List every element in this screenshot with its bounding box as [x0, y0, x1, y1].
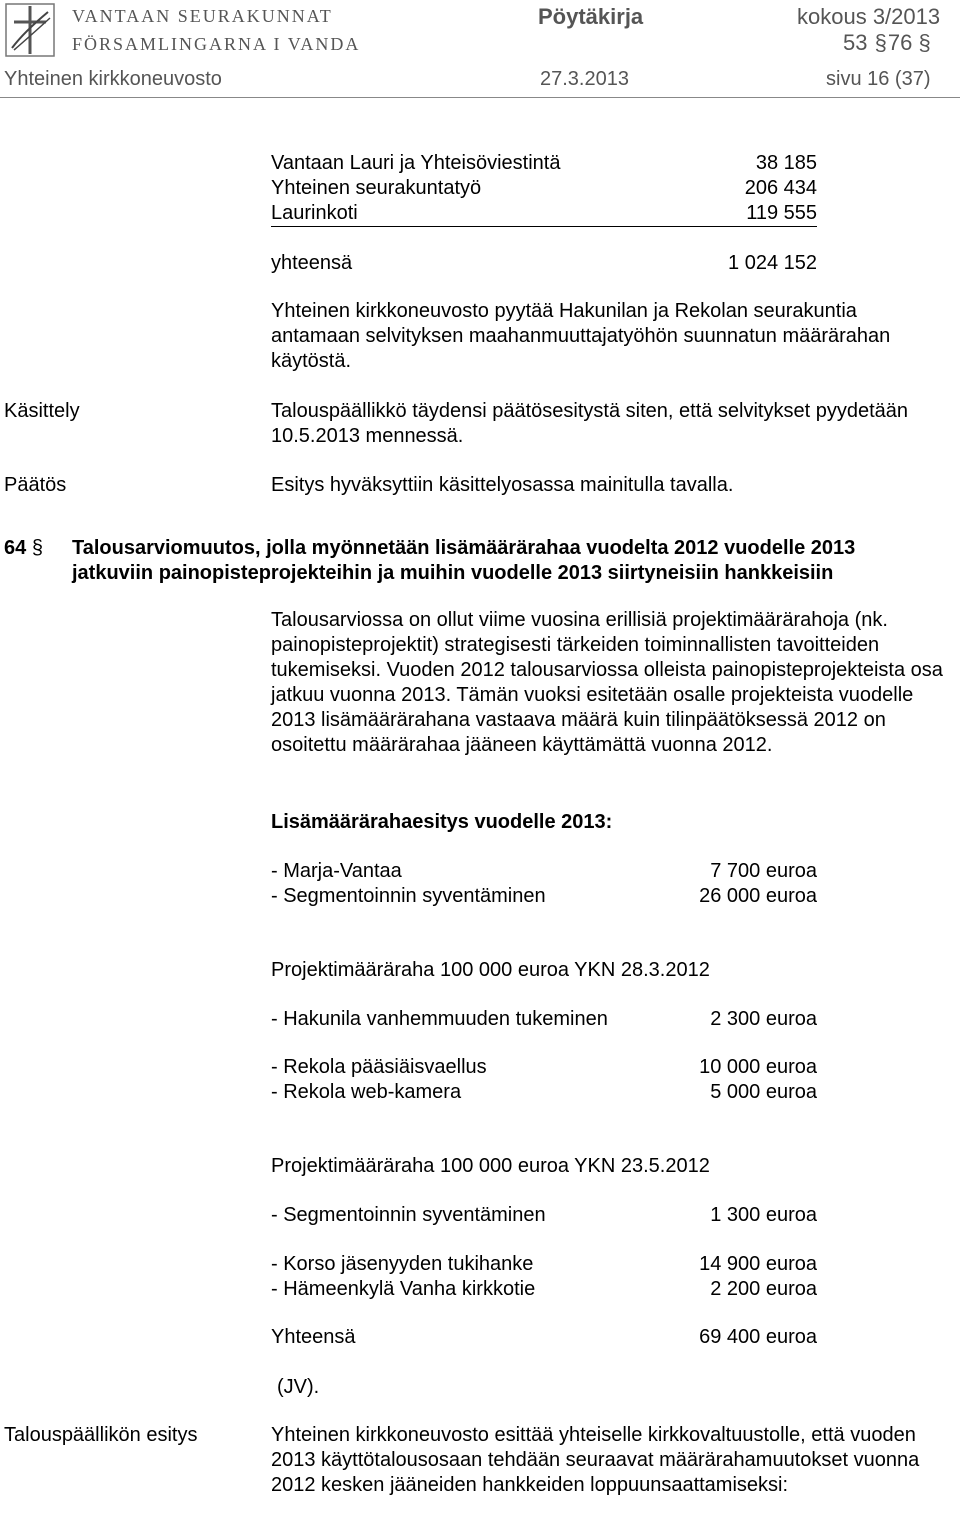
cross-dove-icon	[4, 2, 56, 58]
initials: (JV).	[277, 1376, 320, 1398]
section-sign-icon: §	[918, 30, 931, 55]
section-title-line2: jatkuviin painopisteprojekteihin ja muihin vuodelle 2013 siirtyneisiin hankkeisiin	[72, 562, 834, 584]
total-value: 69 400 euroa	[699, 1326, 817, 1348]
budget-total	[271, 251, 817, 276]
budget-label: Vantaan Lauri ja Yhteisöviestintä	[271, 152, 561, 174]
meeting-number: kokous 3/2013	[797, 4, 941, 29]
budget-value: 206 434	[744, 177, 817, 199]
section-number-value: 64	[4, 537, 27, 559]
budget-label: Yhteinen seurakuntatyö	[271, 177, 482, 199]
item-value: 14 900 euroa	[699, 1253, 817, 1275]
total-label: Yhteensä	[271, 1326, 356, 1348]
items-a-list	[271, 859, 817, 909]
item-label: - Segmentoinnin syventäminen	[271, 885, 546, 907]
request-text: Yhteinen kirkkoneuvosto pyytää Hakunilan ja Rekolan seurakuntia antamaan selvityksen maahanmuuttajatyöhön suunnatun määrärahan käytöstä.	[271, 300, 891, 372]
list-item	[271, 1055, 817, 1080]
project1-list	[271, 1055, 817, 1105]
body-name: Yhteinen kirkkoneuvosto	[4, 68, 222, 90]
budget-table	[271, 151, 817, 227]
grand-total	[271, 1325, 817, 1350]
section-intro: Talousarviossa on ollut viime vuosina erillisiä projektimäärärahoja (nk. painopisteprojektit) strategisesti tärkeiden toiminnallisten tavoitteiden tukemiseksi. Vuoden 2012 talousarviossa olleista painopisteprojekteista osa jatkuu vuonna 2013. Tämän vuoksi esitetään osalle projekteista vuodelle 2013 lisämäärärahana vastaava määrä kuin tilinpäätöksessä 2012 on osoitettu määrärahaa jääneen käyttämättä vuonna 2012.	[271, 609, 943, 756]
budget-label: Laurinkoti	[271, 202, 358, 224]
budget-value: 119 555	[746, 202, 817, 224]
item-value: 2 200 euroa	[710, 1278, 817, 1300]
doc-type: Pöytäkirja	[538, 4, 644, 29]
org-name-fi: VANTAAN SEURAKUNNAT	[72, 6, 333, 26]
proposal-heading: Lisämäärärahaesitys vuodelle 2013:	[271, 811, 613, 833]
para-start: 53	[843, 30, 868, 55]
header-divider	[0, 97, 960, 98]
list-item	[271, 1080, 817, 1105]
proposal-label: Talouspäällikön esitys	[4, 1424, 198, 1446]
item-value: 26 000 euroa	[699, 885, 817, 907]
list-item	[271, 1007, 817, 1032]
item-value: 5 000 euroa	[710, 1081, 817, 1103]
item-label: - Hakunila vanhemmuuden tukeminen	[271, 1008, 608, 1030]
item-value: 7 700 euroa	[710, 860, 817, 882]
section-sign-icon: §	[874, 30, 887, 55]
budget-total-label: yhteensä	[271, 252, 353, 274]
kasittely-text: Talouspäällikkö täydensi päätösesitystä siten, että selvitykset pyydetään 10.5.2013 mennessä.	[271, 400, 909, 447]
item-label: - Rekola pääsiäisvaellus	[271, 1056, 487, 1078]
page-number: sivu 16 (37)	[826, 68, 931, 90]
budget-row	[271, 176, 817, 201]
item-label: - Hämeenkylä Vanha kirkkotie	[271, 1278, 536, 1300]
section-title-line1: Talousarviomuutos, jolla myönnetään lisämäärärahaa vuodelta 2012 vuodelle 2013	[72, 537, 856, 559]
para-end: 76	[887, 30, 913, 55]
project2-title: Projektimääräraha 100 000 euroa YKN 23.5.2012	[271, 1155, 710, 1177]
list-item	[271, 1203, 817, 1228]
budget-row	[271, 201, 817, 227]
section-sign-icon: §	[31, 537, 43, 559]
item-value: 2 300 euroa	[710, 1008, 817, 1030]
logo	[4, 2, 56, 58]
budget-value: 38 185	[755, 152, 817, 174]
list-item	[271, 1277, 817, 1302]
budget-row	[271, 151, 817, 176]
org-name-sv: FÖRSAMLINGARNA I VANDA	[72, 34, 361, 54]
proposal-text: Yhteinen kirkkoneuvosto esittää yhteiselle kirkkovaltuustolle, että vuoden 2013 käyttötalousosaan tehdään seuraavat määrärahamuutokset vuonna 2012 kesken jääneiden hankkeiden loppuunsaattamiseksi:	[271, 1424, 920, 1496]
project2-list	[271, 1252, 817, 1302]
list-item	[271, 1252, 817, 1277]
list-item	[271, 859, 817, 884]
paatos-text: Esitys hyväksyttiin käsittelyosassa mainitulla tavalla.	[271, 474, 734, 496]
item-value: 1 300 euroa	[710, 1204, 817, 1226]
item-label: - Segmentoinnin syventäminen	[271, 1204, 546, 1226]
budget-total-value: 1 024 152	[728, 252, 817, 274]
project1-title: Projektimääräraha 100 000 euroa YKN 28.3.2012	[271, 959, 710, 981]
section-number	[4, 536, 43, 561]
item-label: - Marja-Vantaa	[271, 860, 402, 882]
paatos-label: Päätös	[4, 474, 67, 496]
paragraph-range	[843, 30, 931, 56]
item-value: 10 000 euroa	[699, 1056, 817, 1078]
kasittely-label: Käsittely	[4, 400, 80, 422]
list-item	[271, 884, 817, 909]
item-label: - Korso jäsenyyden tukihanke	[271, 1253, 534, 1275]
item-label: - Rekola web-kamera	[271, 1081, 462, 1103]
meeting-date: 27.3.2013	[540, 68, 629, 90]
